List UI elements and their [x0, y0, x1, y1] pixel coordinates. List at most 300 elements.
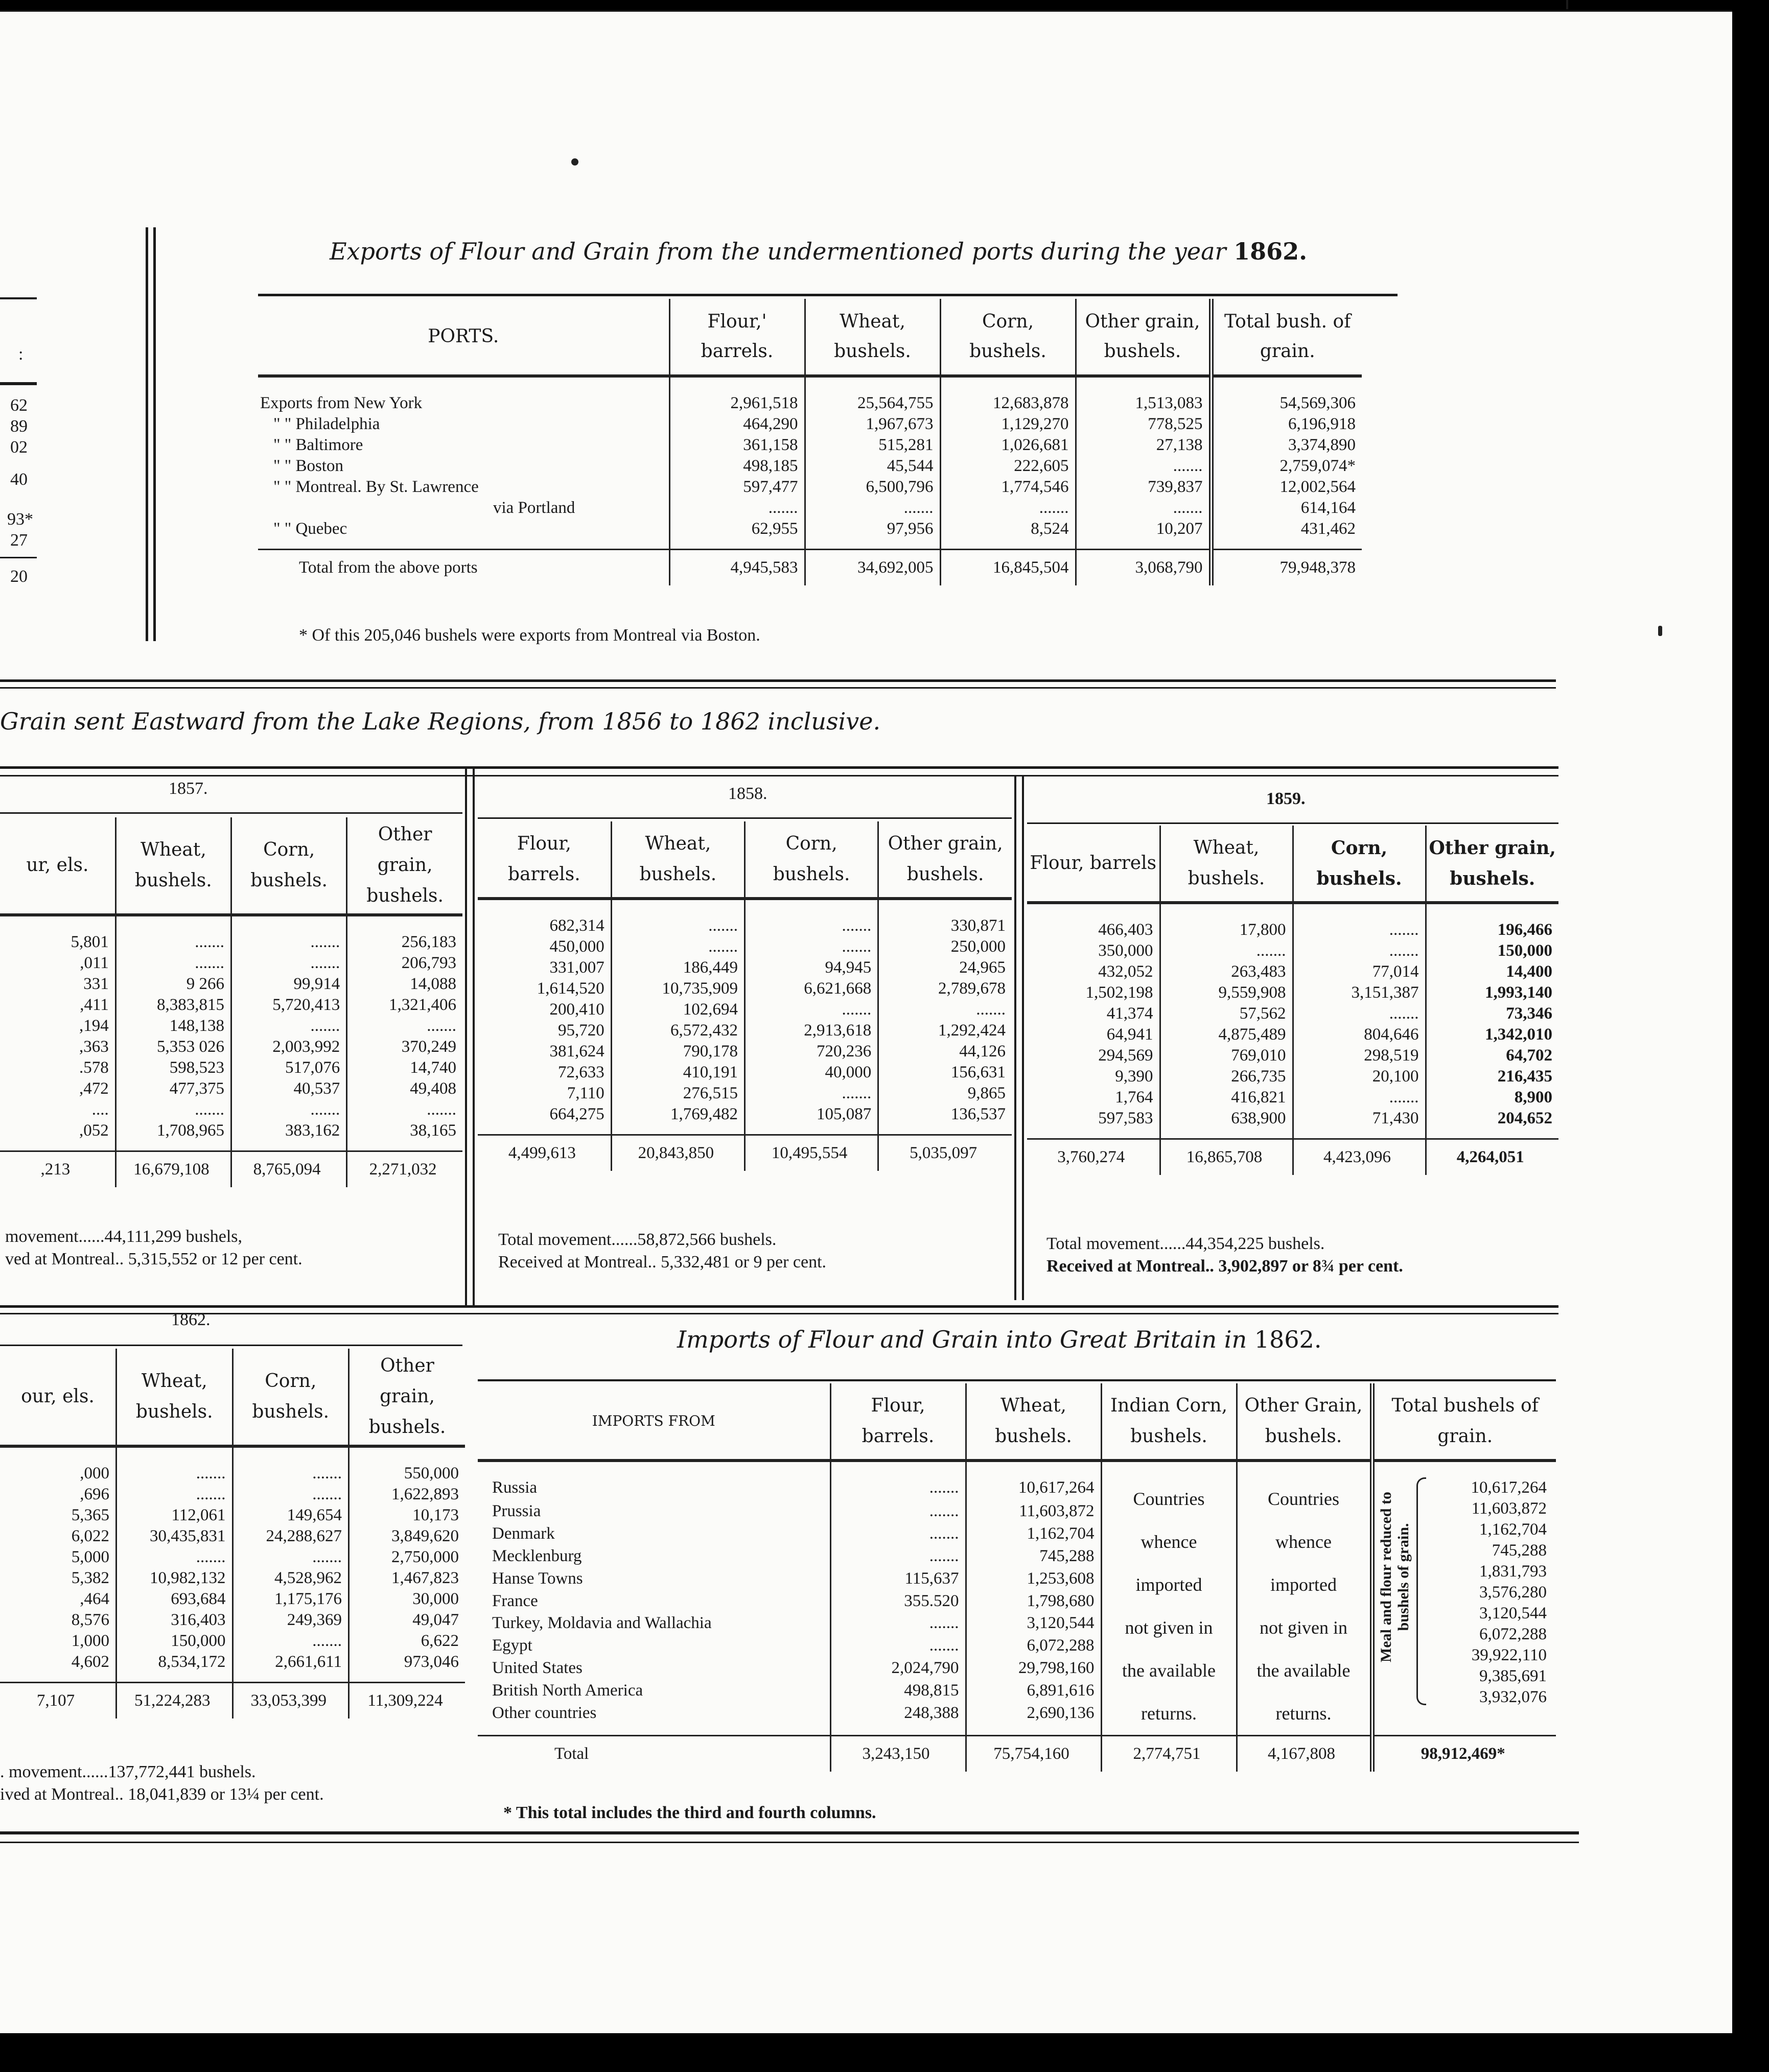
table-cell: 790,178: [611, 1041, 744, 1062]
table-cell: ....: [91, 1100, 109, 1119]
table-cell: 4,602: [71, 1653, 109, 1671]
table-cell: 450,000: [549, 937, 604, 956]
table-cell: 64,702: [1426, 1045, 1558, 1066]
table-cell: .......: [830, 1461, 966, 1501]
side-note: Meal and flour reduced to bushels of grain.: [1377, 1492, 1412, 1662]
total-value: 3,576,280: [1479, 1583, 1547, 1602]
total-cell: 3,760,274: [1027, 1139, 1160, 1175]
table-cell: .......: [1160, 940, 1293, 961]
table-cell: .......: [117, 1547, 233, 1568]
total-cell: 4,945,583: [669, 550, 805, 586]
table-cell: 14,400: [1426, 961, 1558, 982]
table-cell: 102,694: [611, 999, 744, 1020]
total-cell: 4,499,613: [478, 1135, 611, 1171]
total-cell: 3,068,790: [1076, 550, 1211, 586]
montreal-1862: ived at Montreal.. 18,041,839 or 13¼ per cent.: [0, 1785, 324, 1804]
total-value: 3,932,076: [1479, 1688, 1547, 1706]
table-row: [0, 1120, 462, 1151]
table-row: [0, 953, 462, 974]
table-cell: .......: [830, 1523, 966, 1546]
year-1857: 1857.: [169, 779, 208, 798]
table-cell: 331: [83, 975, 109, 993]
total-cell: 34,692,005: [805, 550, 940, 586]
table-row: [1027, 1087, 1558, 1108]
table-cell: 216,435: [1426, 1066, 1558, 1087]
table-cell: 276,515: [611, 1083, 744, 1104]
table-cell: 498,185: [669, 456, 805, 477]
table-cell: 112,061: [117, 1505, 233, 1526]
table-cell: 54,569,306: [1211, 376, 1362, 414]
montreal-1857: ved at Montreal.. 5,315,552 or 12 per cent.: [5, 1250, 302, 1268]
table-cell: 72,633: [558, 1063, 604, 1081]
total-row: [258, 550, 1362, 586]
note-line: imported: [1135, 1574, 1202, 1595]
table-cell: 196,466: [1426, 903, 1558, 940]
table-cell: 1,513,083: [1076, 376, 1211, 414]
table-cell: 804,646: [1293, 1024, 1426, 1045]
table-cell: 4,528,962: [232, 1568, 349, 1589]
table-cell: 1,162,704: [966, 1523, 1101, 1546]
table-cell: ,363: [79, 1038, 109, 1056]
table-cell: 664,275: [549, 1105, 604, 1123]
table-cell: 1,774,546: [940, 477, 1076, 498]
table-row: [0, 1610, 465, 1631]
table-row: [258, 435, 1362, 456]
col-header: Other grain, bushels.: [1426, 826, 1558, 903]
total-row: [1027, 1139, 1558, 1175]
country-name: Mecklenburg: [492, 1546, 582, 1565]
total-row: [478, 1135, 1012, 1171]
table-cell: 410,191: [611, 1062, 744, 1083]
total-cell: 8,765,094: [231, 1151, 347, 1188]
table-cell: .......: [611, 936, 744, 957]
total-value: 6,072,288: [1479, 1625, 1547, 1643]
table-cell: 464,290: [669, 414, 805, 435]
col-header: Wheat, bushels.: [117, 1349, 233, 1446]
note-line: imported: [1270, 1574, 1337, 1595]
table-cell: 1,253,608: [966, 1568, 1101, 1591]
table-cell: 57,562: [1160, 1003, 1293, 1024]
table-cell: 9,559,908: [1160, 982, 1293, 1003]
table-cell: .......: [231, 1016, 347, 1037]
country-name: France: [492, 1591, 538, 1610]
table-cell: 24,965: [878, 957, 1012, 978]
table-row: [1027, 1108, 1558, 1139]
imports-table: [478, 1383, 1556, 1772]
table-cell: 24,288,627: [232, 1526, 349, 1547]
table-cell: 14,740: [347, 1057, 462, 1078]
port-name: " " Quebec: [273, 520, 347, 538]
col-header: Flour, barrels: [1027, 826, 1160, 903]
table-row: [478, 1083, 1012, 1104]
table-cell: .......: [232, 1547, 349, 1568]
note-line: not given in: [1125, 1617, 1213, 1638]
total-cell: 79,948,378: [1211, 550, 1362, 586]
year-1862: 1862.: [171, 1310, 211, 1329]
table-row: [0, 1057, 462, 1078]
corn-note: [1101, 1461, 1237, 1736]
total-value: 39,922,110: [1471, 1646, 1547, 1664]
note-line: not given in: [1260, 1617, 1347, 1638]
table-cell: 1,502,198: [1085, 983, 1153, 1002]
table-cell: 6,572,432: [611, 1020, 744, 1041]
col-header: our, els.: [0, 1349, 117, 1446]
table-row: [478, 978, 1012, 999]
table-cell: 8,576: [71, 1611, 109, 1629]
table-cell: 40,537: [231, 1078, 347, 1099]
movement-1857: movement......44,111,299 bushels,: [5, 1227, 242, 1246]
table-cell: 10,735,909: [611, 978, 744, 999]
total-value: 10,617,264: [1471, 1478, 1547, 1497]
table-row: [0, 1016, 462, 1037]
note-line: whence: [1140, 1532, 1197, 1552]
fragment-value: 20: [10, 567, 28, 586]
total-cell: 51,224,283: [117, 1683, 233, 1719]
document-page: [0, 10, 1732, 2033]
country-name: United States: [492, 1659, 583, 1678]
country-name: Egypt: [492, 1636, 532, 1655]
table-cell: .......: [231, 953, 347, 974]
table-cell: .......: [940, 498, 1076, 519]
table-row: [0, 1099, 462, 1120]
table-cell: 222,605: [940, 456, 1076, 477]
table-cell: 11,603,872: [966, 1501, 1101, 1523]
table-cell: 1,026,681: [940, 435, 1076, 456]
col-header: IMPORTS FROM: [478, 1383, 830, 1461]
table-cell: 2,661,611: [232, 1652, 349, 1683]
table-cell: 186,449: [611, 957, 744, 978]
total-cell: ,213: [0, 1151, 115, 1188]
table-cell: 204,652: [1426, 1108, 1558, 1139]
total-cell: 20,843,850: [611, 1135, 744, 1171]
table-cell: 49,047: [349, 1610, 465, 1631]
table-cell: 206,793: [347, 953, 462, 974]
note-line: the available: [1256, 1660, 1351, 1681]
table-row: [0, 1484, 465, 1505]
table-cell: ,472: [79, 1079, 109, 1098]
table-cell: 62,955: [669, 519, 805, 550]
table-cell: 598,523: [115, 1057, 231, 1078]
table-cell: .......: [1076, 456, 1211, 477]
table-cell: ,052: [79, 1121, 109, 1140]
movement-1859: Total movement......44,354,225 bushels.: [1046, 1234, 1325, 1253]
table-cell: 1,769,482: [611, 1104, 744, 1135]
table-row: [1027, 1066, 1558, 1087]
table-cell: .578: [79, 1058, 109, 1077]
total-cell: 4,423,096: [1293, 1139, 1426, 1175]
table-cell: 6,022: [71, 1527, 109, 1545]
fragment-value: 93*: [7, 510, 33, 529]
col-header: Corn, bushels.: [1293, 826, 1426, 903]
col-header: Corn, bushels.: [231, 817, 347, 915]
table-cell: 383,162: [231, 1120, 347, 1151]
table-cell: .......: [830, 1635, 966, 1658]
table-cell: 416,821: [1160, 1087, 1293, 1108]
table-cell: 105,087: [745, 1104, 878, 1135]
table-cell: 12,002,564: [1211, 477, 1362, 498]
table-cell: 7,110: [567, 1084, 604, 1102]
note-line: returns.: [1275, 1703, 1332, 1724]
total-cell: 33,053,399: [232, 1683, 349, 1719]
imports-footnote: * This total includes the third and fourth columns.: [503, 1803, 876, 1822]
table-cell: 5,801: [71, 933, 109, 951]
table-cell: ,464: [80, 1590, 109, 1608]
montreal-1859: Received at Montreal.. 3,902,897 or 8¾ per cent.: [1046, 1257, 1403, 1276]
table-cell: 266,735: [1160, 1066, 1293, 1087]
total-value: 1,162,704: [1479, 1520, 1547, 1539]
grain-note: [1237, 1461, 1372, 1736]
table-cell: .......: [347, 1016, 462, 1037]
table-cell: 115,637: [830, 1568, 966, 1591]
col-header: Wheat, bushels.: [1160, 826, 1293, 903]
table-cell: .......: [1293, 1003, 1426, 1024]
table-row: [0, 915, 462, 953]
table-cell: .......: [669, 498, 805, 519]
table-cell: 739,837: [1076, 477, 1211, 498]
table-cell: 597,477: [669, 477, 805, 498]
table-cell: 71,430: [1293, 1108, 1426, 1139]
table-cell: 517,076: [231, 1057, 347, 1078]
table-cell: 2,961,518: [669, 376, 805, 414]
table-cell: 17,800: [1160, 903, 1293, 940]
table-cell: 150,000: [117, 1631, 233, 1652]
total-cell: 3,243,150: [830, 1736, 966, 1772]
table-row: [478, 1062, 1012, 1083]
total-value: 1,831,793: [1479, 1562, 1547, 1581]
table-cell: 2,750,000: [349, 1547, 465, 1568]
fragment-value: 62: [10, 396, 28, 415]
total-label: Total: [478, 1736, 830, 1772]
table-row: [478, 999, 1012, 1020]
movement-1858: Total movement......58,872,566 bushels.: [498, 1230, 777, 1249]
table-row: [478, 1104, 1012, 1135]
table-cell: 2,003,992: [231, 1037, 347, 1057]
table-cell: 3,151,387: [1293, 982, 1426, 1003]
table-cell: 2,690,136: [966, 1703, 1101, 1736]
country-name: Denmark: [492, 1524, 555, 1543]
table-cell: 350,000: [1098, 941, 1153, 960]
imports-title: Imports of Flour and Grain into Great Britain in 1862.: [677, 1326, 1322, 1353]
table-cell: 6,072,288: [966, 1635, 1101, 1658]
fragment-header: :: [18, 345, 24, 364]
total-cell: 5,035,097: [878, 1135, 1012, 1171]
table-cell: 316,403: [117, 1610, 233, 1631]
table-cell: .......: [347, 1099, 462, 1120]
table-cell: 95,720: [558, 1021, 604, 1040]
exports-footnote: * Of this 205,046 bushels were exports from Montreal via Boston.: [299, 626, 760, 645]
col-header: Corn, bushels.: [745, 821, 878, 899]
table-cell: 5,365: [71, 1506, 109, 1524]
table-cell: 361,158: [669, 435, 805, 456]
table-cell: 5,353 026: [115, 1037, 231, 1057]
table-cell: 466,403: [1098, 921, 1153, 939]
table-cell: .......: [232, 1631, 349, 1652]
movement-1862: . movement......137,772,441 bushels.: [0, 1762, 256, 1781]
table-cell: 44,126: [878, 1041, 1012, 1062]
table-cell: 330,871: [878, 899, 1012, 936]
total-value: 11,603,872: [1471, 1499, 1547, 1518]
total-value: 9,385,691: [1479, 1667, 1547, 1685]
col-header-total: Total bush. of grain.: [1211, 299, 1362, 376]
table-cell: 20,100: [1293, 1066, 1426, 1087]
table-row: [1027, 1024, 1558, 1045]
table-1862: [0, 1349, 465, 1718]
table-row: [0, 1526, 465, 1547]
table-cell: 1,000: [71, 1632, 109, 1650]
total-cell: 2,271,032: [347, 1151, 462, 1188]
table-cell: .......: [805, 498, 940, 519]
table-cell: 693,684: [117, 1589, 233, 1610]
country-name: Hanse Towns: [492, 1569, 583, 1588]
table-cell: 27,138: [1076, 435, 1211, 456]
table-row: [0, 1589, 465, 1610]
fragment-value: 40: [10, 470, 28, 489]
table-row: [1027, 982, 1558, 1003]
table-cell: 550,000: [349, 1446, 465, 1484]
table-cell: 9,865: [878, 1083, 1012, 1104]
total-cell: 16,679,108: [115, 1151, 231, 1188]
table-row: [478, 1461, 1556, 1501]
total-cell: 10,495,554: [745, 1135, 878, 1171]
table-cell: 156,631: [878, 1062, 1012, 1083]
table-row: [0, 974, 462, 995]
table-cell: .......: [830, 1613, 966, 1635]
total-value: 3,120,544: [1479, 1604, 1547, 1622]
table-cell: 10,617,264: [966, 1461, 1101, 1501]
table-cell: 298,519: [1293, 1045, 1426, 1066]
table-cell: 12,683,878: [940, 376, 1076, 414]
table-cell: 6,891,616: [966, 1680, 1101, 1703]
col-header: Wheat, bushels.: [115, 817, 231, 915]
country-name: British North America: [492, 1681, 643, 1700]
table-cell: 149,654: [232, 1505, 349, 1526]
note-line: Countries: [1268, 1489, 1339, 1509]
table-cell: .......: [115, 953, 231, 974]
table-cell: 498,815: [830, 1680, 966, 1703]
year-1859: 1859.: [1266, 789, 1306, 808]
table-cell: 1,993,140: [1426, 982, 1558, 1003]
table-cell: 3,374,890: [1211, 435, 1362, 456]
table-cell: .......: [231, 1099, 347, 1120]
total-cell: 2,774,751: [1101, 1736, 1237, 1772]
table-row: [0, 1631, 465, 1652]
table-cell: .......: [232, 1484, 349, 1505]
table-cell: .......: [830, 1501, 966, 1523]
col-header: Flour, barrels.: [830, 1383, 966, 1461]
total-label: Total from the above ports: [258, 550, 669, 586]
table-cell: 1,708,965: [115, 1120, 231, 1151]
col-header-corn: Corn, bushels.: [940, 299, 1076, 376]
table-cell: 294,569: [1098, 1046, 1153, 1065]
year-1858: 1858.: [728, 784, 767, 803]
table-row: [478, 957, 1012, 978]
table-cell: 2,024,790: [830, 1658, 966, 1680]
fragment-value: 27: [10, 531, 28, 550]
table-cell: .......: [1293, 903, 1426, 940]
table-cell: ,696: [80, 1485, 109, 1503]
table-cell: 745,288: [966, 1546, 1101, 1568]
table-cell: 720,236: [745, 1041, 878, 1062]
table-cell: 6,622: [349, 1631, 465, 1652]
country-name: Turkey, Moldavia and Wallachia: [492, 1614, 712, 1633]
table-row: [1027, 1003, 1558, 1024]
table-cell: 8,534,172: [117, 1652, 233, 1683]
table-row: [0, 1446, 465, 1484]
table-cell: 1,129,270: [940, 414, 1076, 435]
table-cell: .......: [830, 1546, 966, 1568]
montreal-1858: Received at Montreal.. 5,332,481 or 9 per cent.: [498, 1253, 827, 1272]
table-cell: 432,052: [1098, 962, 1153, 981]
table-cell: ,000: [80, 1464, 109, 1482]
table-cell: ,194: [79, 1017, 109, 1035]
total-row: [0, 1683, 465, 1719]
table-cell: 10,982,132: [117, 1568, 233, 1589]
table-cell: 682,314: [549, 916, 604, 935]
table-cell: 1,467,823: [349, 1568, 465, 1589]
port-name: " " Montreal. By St. Lawrence: [273, 478, 479, 496]
table-cell: 99,914: [231, 974, 347, 995]
note-line: whence: [1275, 1532, 1332, 1552]
table-cell: 5,720,413: [231, 995, 347, 1016]
table-cell: 2,789,678: [878, 978, 1012, 999]
table-cell: 64,941: [1106, 1025, 1153, 1044]
col-header: Other grain, bushels.: [878, 821, 1012, 899]
table-cell: 355.520: [830, 1591, 966, 1613]
col-header: Corn, bushels.: [232, 1349, 349, 1446]
port-name: " " Baltimore: [273, 436, 363, 454]
table-cell: .......: [117, 1446, 233, 1484]
port-name: " " Philadelphia: [273, 415, 380, 433]
table-row: [478, 899, 1012, 936]
note-line: returns.: [1141, 1703, 1197, 1724]
fragment-value: 02: [10, 438, 28, 457]
col-header-ports: PORTS.: [258, 299, 669, 376]
table-row: [258, 498, 1362, 519]
table-row: [258, 376, 1362, 414]
table-cell: 1,764: [1115, 1088, 1153, 1106]
total-cell: 75,754,160: [966, 1736, 1101, 1772]
table-row: [0, 1078, 462, 1099]
table-cell: 49,408: [347, 1078, 462, 1099]
table-row: [0, 1652, 465, 1683]
table-cell: 136,537: [878, 1104, 1012, 1135]
table-cell: 1,967,673: [805, 414, 940, 435]
table-row: [258, 477, 1362, 498]
table-cell: .......: [115, 1099, 231, 1120]
col-header: Wheat, bushels.: [611, 821, 744, 899]
col-header: Total bushels of grain.: [1372, 1383, 1556, 1461]
eastward-title: Grain sent Eastward from the Lake Regions, from 1856 to 1862 inclusive.: [0, 708, 881, 735]
col-header: Other Grain, bushels.: [1237, 1383, 1372, 1461]
table-cell: 14,088: [347, 974, 462, 995]
col-header-other: Other grain, bushels.: [1076, 299, 1211, 376]
table-cell: 1,175,176: [232, 1589, 349, 1610]
table-1858: [478, 821, 1012, 1171]
table-cell: 515,281: [805, 435, 940, 456]
table-cell: .......: [745, 899, 878, 936]
table-cell: 1,614,520: [537, 979, 604, 998]
total-cell: 4,264,051: [1426, 1139, 1558, 1175]
table-cell: 597,583: [1098, 1109, 1153, 1127]
table-cell: .......: [745, 999, 878, 1020]
port-name: Exports from New York: [260, 394, 423, 412]
table-row: [0, 1037, 462, 1057]
total-cell: 4,167,808: [1237, 1736, 1372, 1772]
table-cell: 38,165: [347, 1120, 462, 1151]
table-cell: ,411: [80, 996, 109, 1014]
table-cell: .......: [611, 899, 744, 936]
port-name: via Portland: [493, 499, 575, 517]
